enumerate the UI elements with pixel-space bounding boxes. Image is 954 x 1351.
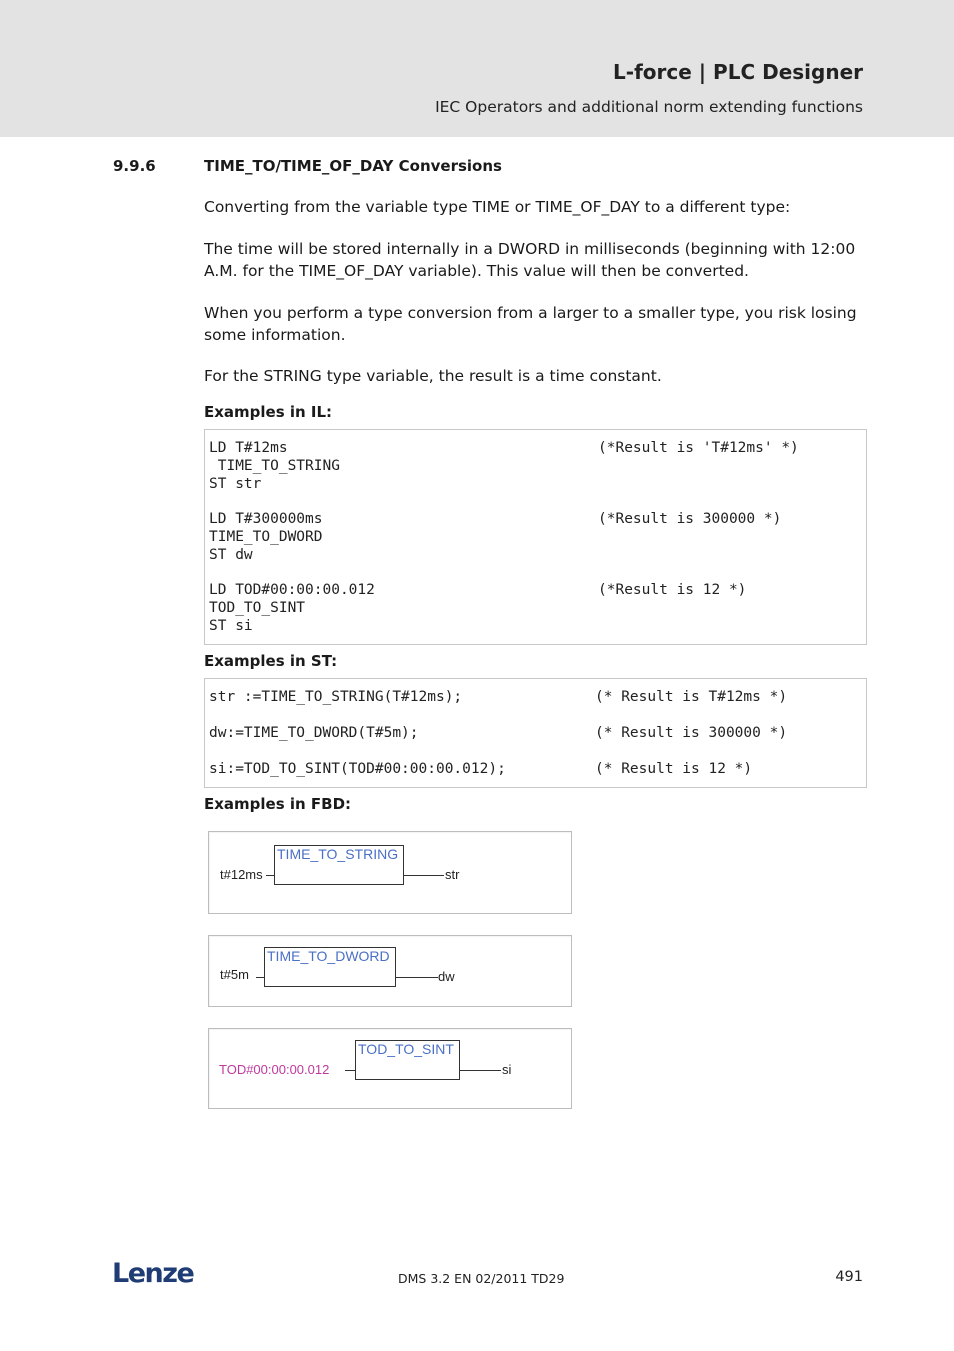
fbd-function-block: [264, 947, 396, 987]
fbd-diagram: [208, 831, 572, 914]
fbd-diagram: [208, 1028, 572, 1109]
fbd-function-block: [355, 1040, 460, 1080]
il-comment: (*Result is 'T#12ms' *): [598, 440, 799, 456]
fbd-output-wire: [460, 1070, 501, 1071]
paragraph-intro: Converting from the variable type TIME or TIME_OF_DAY to a different type:: [204, 198, 791, 216]
st-comment: (* Result is 300000 *): [595, 725, 788, 741]
section-number: 9.9.6: [113, 157, 156, 175]
fbd-input-wire: [266, 875, 274, 876]
fbd-output-label: dw: [438, 969, 455, 984]
fbd-output-label: si: [502, 1062, 512, 1077]
fbd-output-wire: [404, 875, 444, 876]
st-code-line: si:=TOD_TO_SINT(TOD#00:00:00.012);: [209, 761, 506, 777]
il-code-line: LD T#12ms: [209, 440, 288, 456]
il-comment: (*Result is 300000 *): [598, 511, 782, 527]
fbd-input-wire: [256, 977, 264, 978]
fbd-examples-heading: Examples in FBD:: [204, 795, 352, 813]
fbd-block-name: TIME_TO_STRING: [277, 846, 399, 862]
fbd-function-block: [274, 845, 404, 885]
fbd-diagram: [208, 935, 572, 1007]
paragraph-precision-loss: When you perform a type conversion from a larger to a smaller type, you risk losing some information.: [204, 304, 857, 344]
section-title: TIME_TO/TIME_OF_DAY Conversions: [204, 157, 502, 175]
il-code-line: ST str: [209, 476, 262, 492]
il-code-line: ST si: [209, 618, 253, 634]
il-code-box: [204, 429, 867, 645]
lenze-logo: Lenze: [112, 1258, 194, 1289]
fbd-input-label: TOD#00:00:00.012: [219, 1062, 330, 1077]
st-code-line: dw:=TIME_TO_DWORD(T#5m);: [209, 725, 419, 741]
il-code-line: LD T#300000ms: [209, 511, 323, 527]
st-comment: (* Result is T#12ms *): [595, 689, 788, 705]
fbd-output-wire: [396, 977, 438, 978]
il-code-line: TOD_TO_SINT: [209, 600, 306, 616]
document-id: DMS 3.2 EN 02/2011 TD29: [398, 1271, 565, 1286]
il-code-line: LD TOD#00:00:00.012: [209, 582, 375, 598]
fbd-input-label: t#5m: [220, 967, 249, 982]
il-examples-heading: Examples in IL:: [204, 403, 333, 421]
fbd-input-label: t#12ms: [220, 867, 263, 882]
page-number: 491: [835, 1269, 863, 1285]
paragraph-storage: The time will be stored internally in a DWORD in milliseconds (beginning with 12:00 A.M. for the TIME_OF_DAY variable). This value will then be converted.: [204, 240, 856, 280]
fbd-input-wire: [345, 1070, 355, 1071]
il-code-line: TIME_TO_STRING: [209, 458, 340, 474]
paragraph-string-result: For the STRING type variable, the result is a time constant.: [204, 367, 662, 385]
st-comment: (* Result is 12 *): [595, 761, 753, 777]
fbd-block-name: TOD_TO_SINT: [358, 1041, 454, 1057]
il-code-line: ST dw: [209, 547, 253, 563]
fbd-output-label: str: [445, 867, 460, 882]
il-code-line: TIME_TO_DWORD: [209, 529, 323, 545]
st-code-line: str :=TIME_TO_STRING(T#12ms);: [209, 689, 463, 705]
st-code-box: [204, 678, 867, 788]
fbd-block-name: TIME_TO_DWORD: [267, 948, 390, 964]
il-comment: (*Result is 12 *): [598, 582, 747, 598]
product-title: L-force | PLC Designer: [613, 60, 863, 84]
chapter-title: IEC Operators and additional norm extending functions: [435, 98, 863, 116]
st-examples-heading: Examples in ST:: [204, 652, 338, 670]
